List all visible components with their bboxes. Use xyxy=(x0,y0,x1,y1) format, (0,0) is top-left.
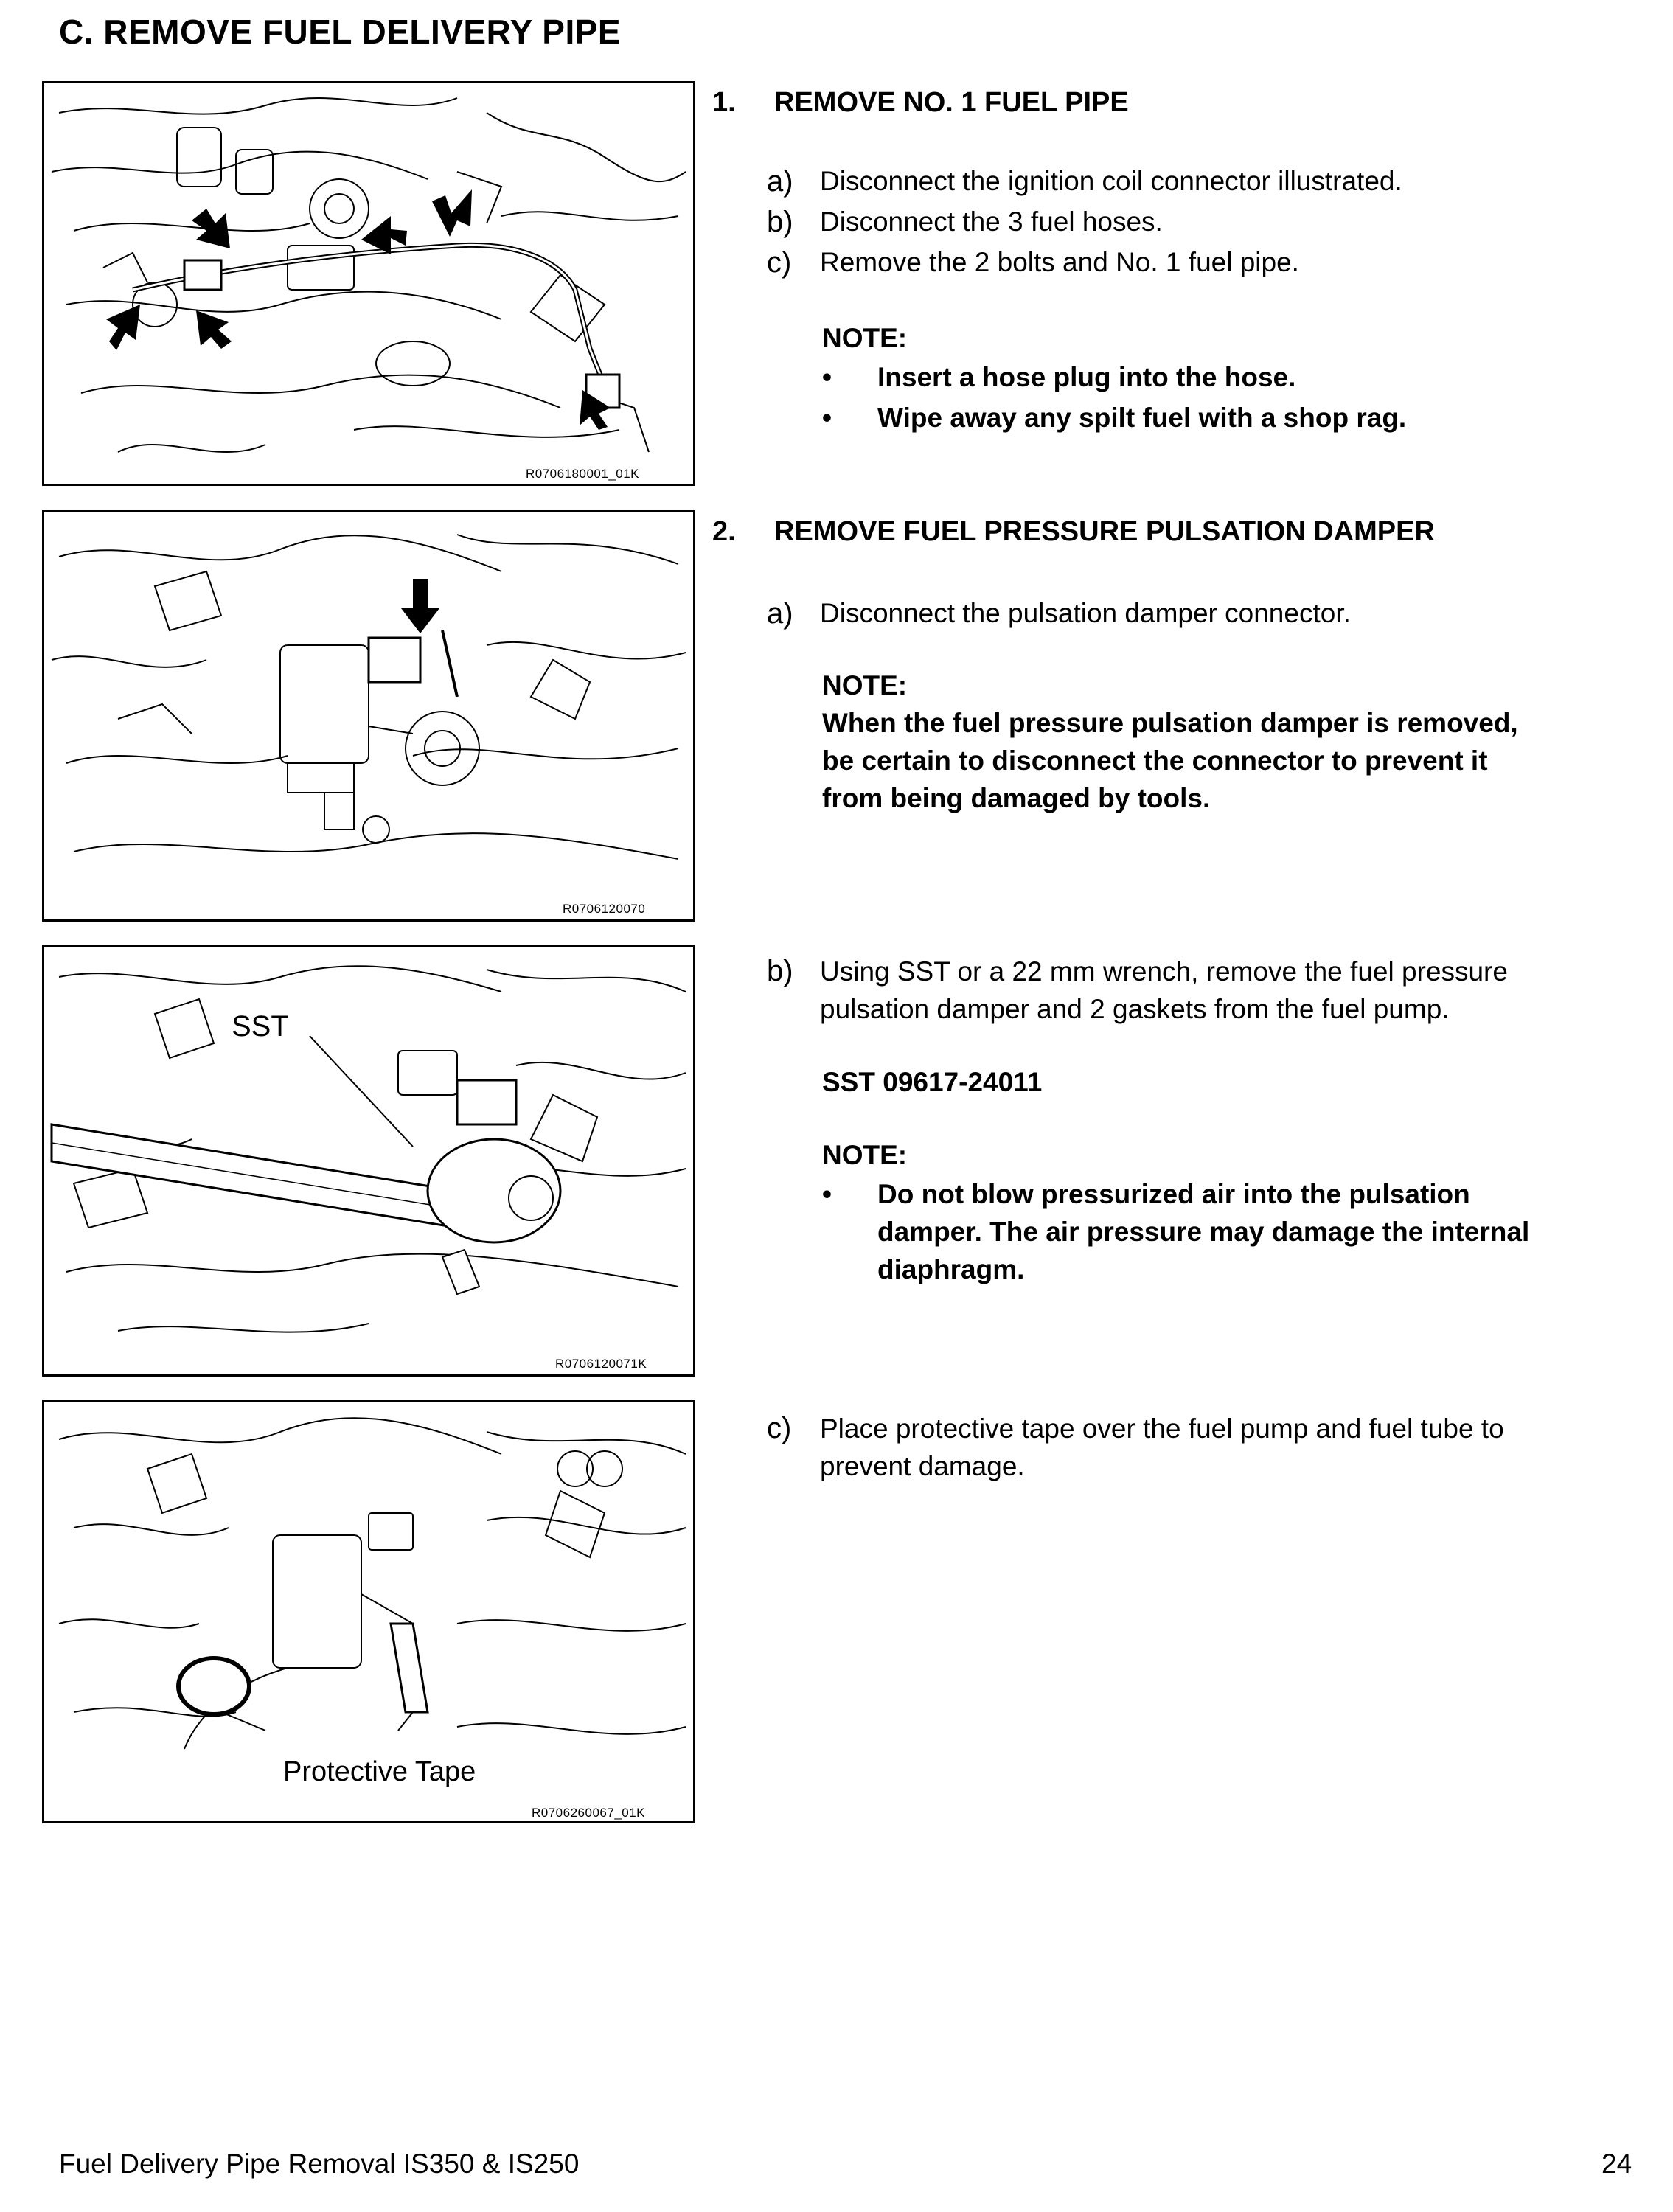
engine-line-drawing-1 xyxy=(44,83,695,486)
step-2-title: REMOVE FUEL PRESSURE PULSATION DAMPER xyxy=(774,516,1435,547)
figure-fuel-pipe xyxy=(42,81,695,486)
figure-protective-tape xyxy=(42,1400,695,1823)
bullet-line: damper. The air pressure may damage the internal xyxy=(877,1217,1530,1247)
step-1-number: 1. xyxy=(712,87,736,118)
step-2-item-c xyxy=(767,1410,1652,1489)
figure-code: R0706260067_01K xyxy=(529,1806,647,1820)
bullet-dot: • xyxy=(822,403,832,433)
item-letter: c) xyxy=(767,246,792,279)
item-letter: b) xyxy=(767,955,793,987)
item-text-line: Using SST or a 22 mm wrench, remove the fuel pressure xyxy=(820,956,1508,987)
figure-code: R0706180001_01K xyxy=(524,467,641,481)
callout-protective-tape: Protective Tape xyxy=(280,1756,479,1788)
figure-code: R0706120071K xyxy=(553,1357,649,1371)
step-2-item-b xyxy=(767,953,1652,1032)
page-number: 24 xyxy=(1601,2149,1632,2179)
figure-sst-wrench xyxy=(42,945,695,1377)
callout-sst: SST xyxy=(229,1010,292,1043)
item-text: Disconnect the 3 fuel hoses. xyxy=(820,206,1163,237)
bullet-line: Do not blow pressurized air into the pulsation xyxy=(877,1179,1470,1209)
step-2-item-a xyxy=(767,594,1652,633)
item-text: Remove the 2 bolts and No. 1 fuel pipe. xyxy=(820,247,1299,277)
note-bullet xyxy=(822,1175,1655,1288)
note-label: NOTE: xyxy=(822,670,908,700)
bullet-dot: • xyxy=(822,362,832,392)
item-letter: c) xyxy=(767,1412,792,1444)
bullet-text: Wipe away any spilt fuel with a shop rag. xyxy=(877,403,1407,433)
step-1-item-a xyxy=(767,161,1652,201)
item-text-line: pulsation damper and 2 gaskets from the fuel pump. xyxy=(820,994,1450,1024)
item-text: Disconnect the pulsation damper connector. xyxy=(820,598,1351,628)
bullet-text: Insert a hose plug into the hose. xyxy=(877,362,1296,392)
note-bullet xyxy=(822,358,1655,396)
note-line: from being damaged by tools. xyxy=(822,783,1211,813)
step-2-b-note xyxy=(822,1136,1655,1288)
step-2-a-note xyxy=(822,667,1655,817)
note-bullet xyxy=(822,399,1655,437)
figure-code: R0706120070 xyxy=(560,902,647,917)
bullet-dot: • xyxy=(822,1179,832,1209)
engine-line-drawing-2 xyxy=(44,512,695,922)
note-line: When the fuel pressure pulsation damper is removed, xyxy=(822,708,1518,738)
step-2-number: 2. xyxy=(712,516,736,547)
bullet-line: diaphragm. xyxy=(877,1254,1025,1284)
engine-line-drawing-3 xyxy=(44,947,695,1377)
item-letter: a) xyxy=(767,165,793,198)
step-1-item-c xyxy=(767,243,1652,282)
figure-pulsation-damper-connector xyxy=(42,510,695,922)
section-title: C. REMOVE FUEL DELIVERY PIPE xyxy=(59,13,622,51)
step-1-title: REMOVE NO. 1 FUEL PIPE xyxy=(774,87,1129,118)
note-label: NOTE: xyxy=(822,323,908,353)
item-text-block xyxy=(820,953,1508,1028)
item-letter: a) xyxy=(767,597,793,630)
note-label: NOTE: xyxy=(822,1140,908,1170)
item-text-line: prevent damage. xyxy=(820,1451,1025,1481)
footer-document-title: Fuel Delivery Pipe Removal IS350 & IS250 xyxy=(59,2149,580,2179)
item-text-block xyxy=(820,1410,1504,1485)
step-1-item-b xyxy=(767,202,1652,242)
item-text: Disconnect the ignition coil connector illustrated. xyxy=(820,166,1402,196)
note-line: be certain to disconnect the connector to prevent it xyxy=(822,745,1488,776)
item-text-line: Place protective tape over the fuel pump and fuel tube to xyxy=(820,1413,1504,1444)
step-1-note xyxy=(822,319,1655,437)
item-letter: b) xyxy=(767,206,793,238)
sst-number: SST 09617-24011 xyxy=(822,1067,1043,1097)
